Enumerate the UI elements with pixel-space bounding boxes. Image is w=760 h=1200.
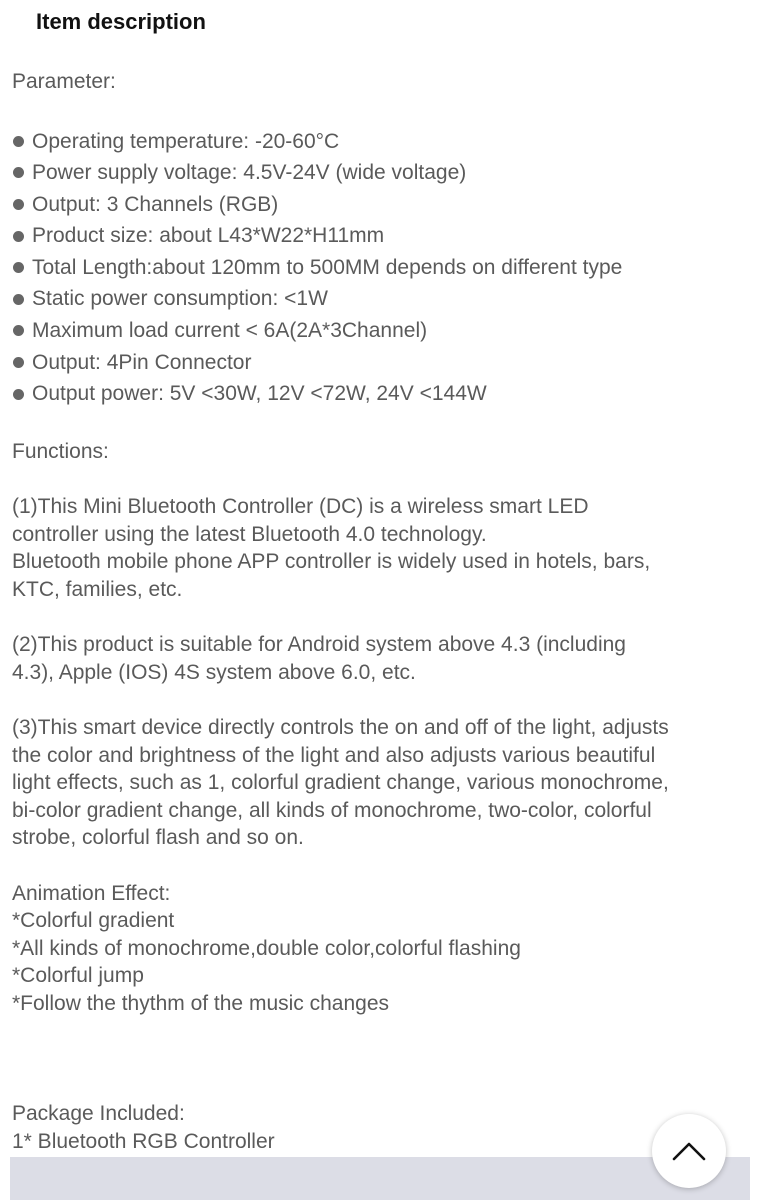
bullet-icon	[13, 389, 24, 400]
chevron-up-icon	[672, 1141, 706, 1161]
functions-label: Functions:	[12, 439, 109, 463]
animation-label: Animation Effect:	[12, 881, 171, 905]
package-included-block	[12, 1100, 752, 1155]
list-item: Maximum load current < 6A(2A*3Channel)	[12, 315, 752, 347]
list-item: *Colorful jump	[12, 964, 144, 988]
bottom-bar	[10, 1157, 750, 1200]
bullet-icon	[13, 136, 24, 147]
bullet-icon	[13, 167, 24, 178]
list-item: Power supply voltage: 4.5V-24V (wide voltage)	[12, 157, 752, 189]
list-item: Static power consumption: <1W	[12, 283, 752, 315]
list-item: Output: 3 Channels (RGB)	[12, 189, 752, 221]
page-title: Item description	[36, 9, 206, 34]
list-item: Operating temperature: -20-60°C	[12, 126, 752, 158]
list-item: Output: 4Pin Connector	[12, 347, 752, 379]
list-item: Total Length:about 120mm to 500MM depends on different type	[12, 252, 752, 284]
bullet-icon	[13, 231, 24, 242]
list-item: *Follow the thythm of the music changes	[12, 991, 390, 1015]
list-item: Output power: 5V <30W, 12V <72W, 24V <144W	[12, 378, 752, 410]
bullet-icon	[13, 357, 24, 368]
parameter-label: Parameter:	[12, 70, 116, 93]
function-paragraph-3: (3)This smart device directly controls the on and off of the light, adjusts the color and brightness of the light and also adjusts various beautiful light effects, such as 1, colorful gradient change, various monochrome, bi-color gradient change, all kinds of monochrome, two-color, colorful strobe, colorful flash and so on.	[12, 716, 669, 850]
animation-effect-block	[12, 880, 752, 1018]
bullet-icon	[13, 199, 24, 210]
function-paragraph-2: (2)This product is suitable for Android system above 4.3 (including 4.3), Apple (IOS) 4S system above 6.0, etc.	[12, 633, 626, 684]
parameter-list	[12, 126, 752, 410]
scroll-to-top-button[interactable]	[652, 1114, 726, 1188]
bullet-icon	[13, 262, 24, 273]
list-item: *Colorful gradient	[12, 909, 175, 933]
bullet-icon	[13, 325, 24, 336]
list-item: Product size: about L43*W22*H11mm	[12, 220, 752, 252]
description-content	[12, 68, 752, 1155]
package-label: Package Included:	[12, 1102, 185, 1126]
bullet-icon	[13, 294, 24, 305]
package-item: 1* Bluetooth RGB Controller	[12, 1129, 275, 1153]
function-paragraph-1: (1)This Mini Bluetooth Controller (DC) is a wireless smart LED controller using the latest Bluetooth 4.0 technology. Bluetooth mobile phone APP controller is widely used in hotels, bars, KTC, families, etc.	[12, 495, 651, 601]
list-item: *All kinds of monochrome,double color,colorful flashing	[12, 936, 521, 960]
